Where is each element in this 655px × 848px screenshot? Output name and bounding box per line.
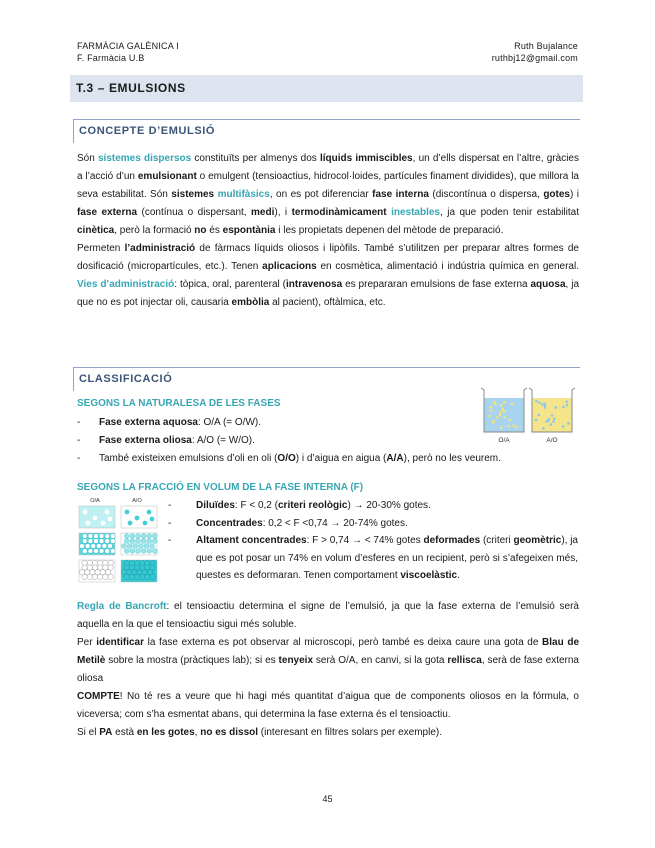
droplet bbox=[509, 418, 512, 421]
droplet bbox=[105, 549, 110, 554]
droplet bbox=[110, 549, 115, 554]
droplet bbox=[93, 516, 98, 521]
droplet bbox=[134, 574, 139, 579]
droplet bbox=[83, 510, 88, 515]
droplet bbox=[103, 574, 108, 579]
text-run: en les gotes bbox=[136, 727, 195, 738]
header-right bbox=[492, 40, 578, 64]
droplet bbox=[493, 420, 496, 423]
list-item-text: Fase externa oliosa: A/O (= W/O). bbox=[99, 435, 255, 446]
droplet bbox=[567, 422, 570, 425]
droplet bbox=[496, 416, 499, 419]
list-item-text: Altament concentrades: F > 0,74 → < 74% gotes deformades (criteri geomètric), ja que es pot posar un 74% en volum d’esferes en un recipient, però si s’afegeixen més, questes es deformaran. Tenen comportament viscoelàstic. bbox=[196, 535, 578, 581]
droplet bbox=[562, 425, 565, 428]
text-run: no es dissol bbox=[200, 727, 259, 738]
text-run: medi bbox=[251, 207, 275, 218]
text-run: emulsionant bbox=[137, 171, 197, 182]
text-run: intravenosa bbox=[286, 279, 343, 290]
text-run: tenyeix bbox=[278, 655, 314, 666]
droplet bbox=[99, 534, 104, 539]
text-run: sistemes dispersos bbox=[97, 153, 192, 164]
list-item: - Fase externa aquosa: O/A (= O/W). bbox=[77, 414, 501, 432]
list-item-text: Diluïdes: F < 0,2 (criteri reològic) → 20-30% gotes. bbox=[196, 500, 431, 511]
bancroft-body bbox=[77, 598, 579, 742]
droplet bbox=[105, 539, 110, 544]
text-run: criteri reològic bbox=[277, 500, 348, 511]
droplet bbox=[503, 401, 506, 404]
grid-label-oa: O/A bbox=[90, 498, 100, 504]
list-item: - També existeixen emulsions d’oli en oli (O/O) i d’aigua en aigua (A/A), però no les veurem. bbox=[77, 450, 501, 468]
droplet bbox=[94, 539, 99, 544]
droplet bbox=[125, 510, 130, 515]
droplet bbox=[108, 517, 113, 522]
text-run: deformades bbox=[423, 535, 481, 546]
bancroft-paragraph-3: COMPTE! No té res a veure que hi hagi més quantitat d’aigua que de components oliosos en la fórmula, o viceversa; com s’ha esmentat abans, qui determina la fase externa és el tensioactiu. bbox=[77, 691, 579, 720]
droplet bbox=[124, 549, 129, 554]
droplet bbox=[504, 416, 507, 419]
text-run: sistemes bbox=[171, 189, 215, 200]
droplet bbox=[515, 426, 518, 429]
droplet bbox=[124, 539, 129, 544]
droplet bbox=[110, 539, 115, 544]
droplet bbox=[147, 549, 152, 554]
droplet bbox=[542, 427, 545, 430]
concept-paragraph-1: Són sistemes dispersos constituïts per almenys dos líquids immiscibles, un d’ells dispersat en l’altre, gràcies a l’acció d’un emulsionant o emulgent (tensioactius, hidrocol·loides, partícules finament dividides), que millora la seva estabilitat. Són sistemes multifàsics, on es pot diferenciar fase interna (discontínua o dispersa, gotes) i fase externa (contínua o dispersant, medi), i termodinàmicament inestables, ja que poden tenir estabilitat cinètica, però la formació no és espontània i les propietats depenen del mètode de preparació. bbox=[77, 153, 579, 236]
grid-label-ao: A/O bbox=[132, 498, 142, 504]
text-run: aquosa bbox=[530, 279, 566, 290]
droplet bbox=[150, 544, 155, 549]
grid-cells bbox=[79, 506, 157, 582]
text-run: COMPTE bbox=[77, 691, 120, 702]
droplet bbox=[85, 544, 90, 549]
droplet bbox=[535, 419, 538, 422]
droplet bbox=[551, 414, 554, 417]
text-run: fase interna bbox=[372, 189, 429, 200]
droplet bbox=[535, 400, 538, 403]
droplet bbox=[87, 574, 92, 579]
droplet bbox=[99, 549, 104, 554]
droplet bbox=[152, 549, 157, 554]
droplet bbox=[147, 539, 152, 544]
course-title: FARMÀCIA GALÈNICA I bbox=[77, 41, 179, 51]
concept-paragraph-2: Permeten l’administració de fàrmacs líquids oliosos i lipòfils. També s’utilitzen per preparar altres formes de dosificació (micropartícules, etc.). Tenen aplicacions en cosmètica, alimentació i indústria química en general. Vies d’administració: tòpica, oral, parenteral (intravenosa es prepararan emulsions de fase externa aquosa, ja que no es pot injectar oli, causaria embòlia al pacient), oftàlmica, etc. bbox=[77, 243, 580, 308]
droplet bbox=[82, 574, 87, 579]
text-run: identificar bbox=[96, 637, 144, 648]
beaker-label-oa: O/A bbox=[498, 437, 510, 444]
droplet bbox=[108, 544, 113, 549]
text-run: termodinàmicament bbox=[291, 207, 387, 218]
droplet bbox=[553, 418, 556, 421]
list-item-text: Concentrades: 0,2 < F <0,74 → 20-74% gotes. bbox=[196, 517, 408, 529]
droplet bbox=[86, 521, 91, 526]
droplet bbox=[136, 549, 141, 554]
droplet bbox=[127, 544, 132, 549]
chapter-title: T.3 – EMULSIONS bbox=[70, 75, 583, 102]
text-run: viscoelàstic bbox=[400, 570, 458, 581]
droplet bbox=[143, 521, 148, 526]
text-run: Regla de Bancroft bbox=[77, 601, 167, 612]
list-item-text: Fase externa aquosa: O/A (= O/W). bbox=[99, 417, 261, 428]
bancroft-paragraph-2: Per identificar la fase externa es pot observar al microscopi, però també es deixa caure una gota de Blau de Metilè sobre la mostra (pràctiques lab); si es tenyeix serà O/A, en canvi, si la gota rellisca, serà de fase externa oliosa bbox=[77, 637, 580, 684]
droplet bbox=[490, 409, 493, 412]
droplet bbox=[138, 544, 143, 549]
text-run: A/A bbox=[386, 453, 404, 464]
droplet bbox=[150, 517, 155, 522]
text-run: espontània bbox=[222, 225, 276, 236]
text-run: multifàsics bbox=[217, 189, 270, 200]
author-email: ruthbj12@gmail.com bbox=[491, 53, 578, 63]
droplet bbox=[152, 534, 157, 539]
droplet bbox=[94, 549, 99, 554]
droplet bbox=[98, 574, 103, 579]
text-run: l’administració bbox=[124, 243, 196, 254]
droplet bbox=[145, 574, 150, 579]
droplet bbox=[152, 539, 157, 544]
subtitle-fraction: SEGONS LA FRACCIÓ EN VOLUM DE LA FASE INTERNA (F) bbox=[77, 482, 364, 493]
droplet bbox=[511, 403, 514, 406]
droplet bbox=[92, 574, 97, 579]
droplet bbox=[499, 411, 502, 414]
author-name: Ruth Bujalance bbox=[514, 41, 578, 51]
fraction-volume-illustration bbox=[77, 494, 163, 586]
droplet bbox=[105, 510, 110, 515]
droplet bbox=[507, 425, 510, 428]
droplet bbox=[94, 534, 99, 539]
text-run: Vies d’administració bbox=[77, 279, 175, 290]
text-run: gotes bbox=[543, 189, 570, 200]
droplet bbox=[147, 510, 152, 515]
list-item: - Diluïdes: F < 0,2 (criteri reològic) → 20-30% gotes. bbox=[168, 497, 578, 515]
text-run: inestables bbox=[391, 207, 440, 218]
text-run: líquids immiscibles bbox=[319, 153, 413, 164]
text-run: no bbox=[194, 225, 207, 236]
emulsion-beakers-illustration bbox=[478, 384, 578, 446]
droplet bbox=[150, 574, 155, 579]
text-run: O/O bbox=[277, 453, 296, 464]
droplet bbox=[136, 534, 141, 539]
text-run: fase externa bbox=[77, 207, 138, 218]
droplet bbox=[513, 424, 516, 427]
text-run: Blau de Metilè bbox=[77, 637, 580, 666]
droplet bbox=[124, 534, 129, 539]
droplet bbox=[562, 406, 565, 409]
subtitle-phases: SEGONS LA NATURALESA DE LES FASES bbox=[77, 398, 281, 409]
droplet bbox=[502, 410, 505, 413]
droplet bbox=[147, 534, 152, 539]
droplet bbox=[130, 549, 135, 554]
droplet bbox=[133, 544, 138, 549]
list-item: - Altament concentrades: F > 0,74 → < 74% gotes deformades (criteri geomètric), ja que es pot posar un 74% en volum d’esferes en un recipient, però si s’afegeixen més, questes es deformaran. Tenen comportament viscoelàstic. bbox=[168, 532, 578, 585]
droplet bbox=[102, 544, 107, 549]
header-left bbox=[77, 40, 179, 64]
droplet bbox=[550, 423, 553, 426]
droplet bbox=[554, 406, 557, 409]
text-run: rellisca bbox=[447, 655, 482, 666]
text-run: Altament concentrades bbox=[196, 535, 307, 546]
bancroft-paragraph-1: Regla de Bancroft: el tensioactiu determina el signe de l’emulsió, ja que la fase externa de l’emulsió serà aquella en la que el tensioactiu sigui més soluble. bbox=[77, 601, 579, 630]
text-run: geomètric bbox=[513, 535, 562, 546]
droplet bbox=[110, 534, 115, 539]
droplet bbox=[135, 516, 140, 521]
section-title-classification: CLASSIFICACIÓ bbox=[73, 367, 580, 391]
droplet bbox=[538, 401, 541, 404]
droplet bbox=[99, 539, 104, 544]
droplet bbox=[130, 534, 135, 539]
text-run: embòlia bbox=[231, 297, 270, 308]
text-run: cinètica bbox=[77, 225, 115, 236]
faculty-name: F. Farmàcia U.B bbox=[77, 53, 145, 63]
droplet bbox=[82, 539, 87, 544]
droplet bbox=[140, 574, 145, 579]
droplet bbox=[88, 549, 93, 554]
text-run: Fase externa aquosa bbox=[99, 417, 198, 428]
droplet bbox=[130, 539, 135, 544]
droplet bbox=[566, 404, 569, 407]
droplet bbox=[537, 414, 540, 417]
phases-list bbox=[77, 414, 501, 468]
droplet bbox=[544, 404, 547, 407]
droplet bbox=[82, 549, 87, 554]
text-run: PA bbox=[99, 727, 113, 738]
droplet bbox=[88, 539, 93, 544]
droplet bbox=[500, 404, 503, 407]
page-number: 45 bbox=[322, 794, 333, 804]
droplet bbox=[141, 534, 146, 539]
droplet bbox=[136, 539, 141, 544]
list-item: - Concentrades: 0,2 < F <0,74 → 20-74% gotes. bbox=[168, 515, 578, 533]
droplet bbox=[552, 420, 555, 423]
droplet bbox=[541, 403, 544, 406]
droplet bbox=[96, 544, 101, 549]
droplet bbox=[105, 534, 110, 539]
droplet bbox=[88, 534, 93, 539]
section-title-concept: CONCEPTE D’EMULSIÓ bbox=[73, 119, 580, 143]
concept-body bbox=[77, 150, 579, 312]
droplet bbox=[141, 549, 146, 554]
droplet bbox=[124, 574, 129, 579]
droplet bbox=[129, 574, 134, 579]
fraction-list bbox=[168, 497, 578, 585]
droplet bbox=[488, 415, 491, 418]
droplet bbox=[490, 406, 493, 409]
droplet bbox=[91, 544, 96, 549]
bancroft-paragraph-4: Si el PA està en les gotes, no es dissol (interesant en filtres solars per exemple). bbox=[77, 727, 442, 738]
droplet bbox=[122, 544, 127, 549]
list-item-text: També existeixen emulsions d’oli en oli (O/O) i d’aigua en aigua (A/A), però no les veurem. bbox=[99, 453, 501, 464]
text-run: Fase externa oliosa bbox=[99, 435, 192, 446]
list-item: - Fase externa oliosa: A/O (= W/O). bbox=[77, 432, 501, 450]
droplet bbox=[493, 401, 496, 404]
droplet bbox=[108, 574, 113, 579]
droplet bbox=[141, 539, 146, 544]
droplet bbox=[566, 401, 569, 404]
text-run: aplicacions bbox=[262, 261, 317, 272]
droplet bbox=[498, 414, 501, 417]
droplet bbox=[500, 426, 503, 429]
droplet bbox=[101, 521, 106, 526]
beaker-oa bbox=[481, 388, 527, 432]
beaker-label-ao: A/O bbox=[546, 437, 558, 444]
droplet bbox=[144, 544, 149, 549]
beaker-ao bbox=[529, 388, 575, 432]
droplet bbox=[80, 544, 85, 549]
droplet bbox=[82, 534, 87, 539]
text-run: Concentrades bbox=[196, 517, 263, 529]
text-run: Diluïdes bbox=[196, 500, 235, 511]
droplet bbox=[128, 521, 133, 526]
droplet bbox=[548, 418, 551, 421]
